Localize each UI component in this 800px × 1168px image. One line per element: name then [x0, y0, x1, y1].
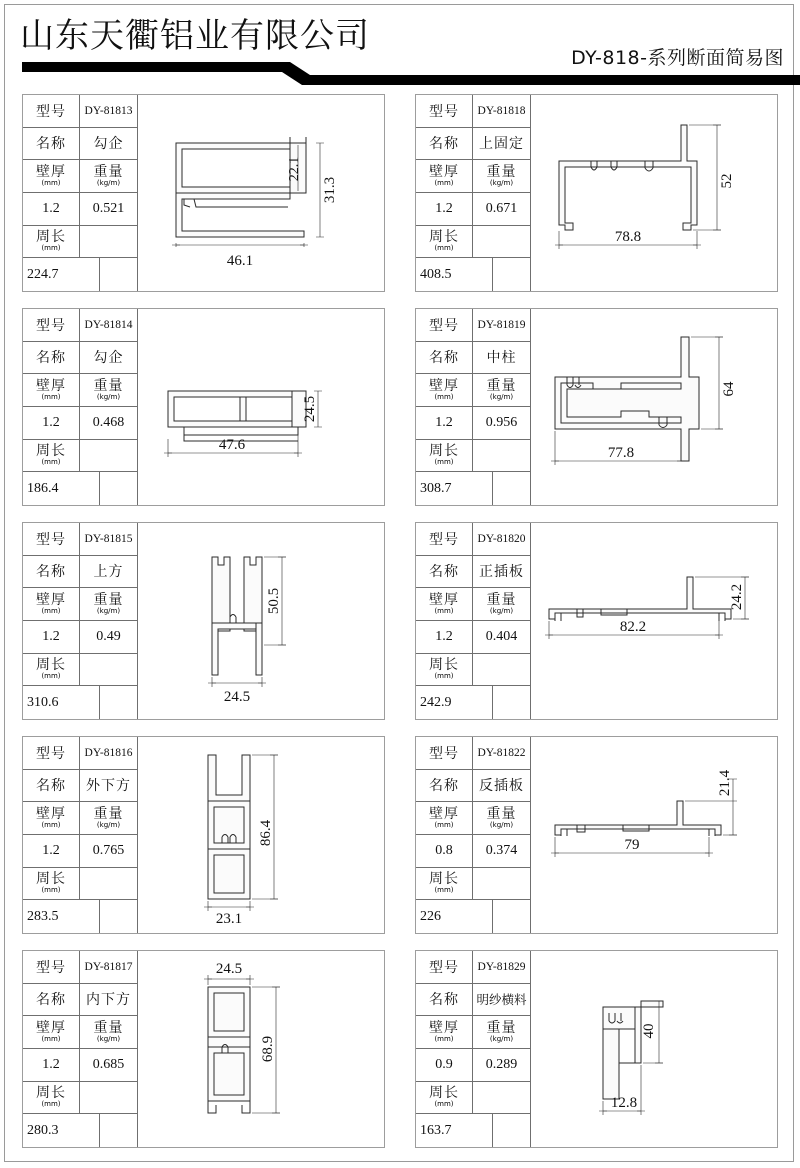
label-model: 型号 — [23, 95, 80, 127]
spec-row-name — [416, 770, 530, 803]
label-weight: 重量 (kg/m) — [93, 378, 124, 402]
value-weight: 0.521 — [92, 200, 125, 216]
spec-row-headers — [416, 160, 530, 193]
profile-outline — [208, 755, 250, 899]
spec-blank-cell — [80, 868, 137, 900]
spec-row-values — [416, 1049, 530, 1082]
spec-blank-cell — [493, 472, 530, 505]
value-name: 上方 — [93, 564, 124, 581]
cross-section-drawing — [138, 309, 384, 505]
value-perimeter: 186.4 — [23, 472, 100, 505]
spec-blank-cell — [80, 1082, 137, 1114]
label-model: 型号 — [416, 951, 473, 983]
value-weight: 0.49 — [96, 628, 121, 644]
label-name: 名称 — [23, 128, 80, 160]
spec-table — [416, 95, 531, 291]
spec-row-model — [416, 951, 530, 984]
company-name: 山东天衢铝业有限公司 — [20, 16, 370, 56]
spec-blank-cell — [493, 1114, 530, 1147]
spec-blank-cell — [493, 258, 530, 291]
spec-row-perimeter-label — [416, 654, 530, 687]
spec-row-headers — [416, 588, 530, 621]
spec-row-perimeter-label — [416, 440, 530, 473]
spec-row-headers — [23, 588, 137, 621]
value-model: DY-81813 — [84, 104, 133, 117]
value-weight: 0.468 — [92, 414, 125, 430]
dim-height: 64 — [721, 381, 737, 397]
label-perimeter: 周长 (mm) — [23, 440, 80, 472]
spec-blank-cell — [473, 868, 530, 900]
value-model: DY-81814 — [84, 318, 133, 331]
label-perimeter: 周长 (mm) — [23, 654, 80, 686]
value-perimeter: 163.7 — [416, 1114, 493, 1147]
value-weight: 0.289 — [485, 1056, 518, 1072]
spec-row-perimeter-label — [416, 868, 530, 901]
cross-section-drawing — [531, 951, 777, 1147]
value-model: DY-81822 — [477, 746, 526, 759]
profile-grid — [22, 94, 778, 1148]
dimension-annotations — [172, 143, 338, 269]
label-wall-thickness: 壁厚 (mm) — [23, 374, 80, 406]
spec-table — [23, 309, 138, 505]
spec-row-perimeter-label — [23, 654, 137, 687]
cross-section-drawing — [531, 95, 777, 291]
spec-row-perimeter-value — [416, 258, 530, 291]
value-perimeter: 308.7 — [416, 472, 493, 505]
profile-outline — [168, 391, 306, 441]
value-perimeter: 283.5 — [23, 900, 100, 933]
spec-blank-cell — [100, 686, 137, 719]
spec-table — [23, 95, 138, 291]
spec-row-perimeter-value — [23, 1114, 137, 1147]
value-weight: 0.956 — [485, 414, 518, 430]
spec-row-values — [416, 621, 530, 654]
label-perimeter: 周长 (mm) — [416, 1082, 473, 1114]
cross-section-drawing — [138, 95, 384, 291]
profile-card[interactable] — [415, 522, 778, 720]
spec-row-perimeter-label — [23, 868, 137, 901]
dim-width: 24.5 — [215, 961, 243, 977]
spec-row-model — [416, 737, 530, 770]
label-weight: 重量 (kg/m) — [486, 164, 517, 188]
cross-section-drawing — [138, 737, 384, 933]
spec-row-name — [416, 128, 530, 161]
label-perimeter: 周长 (mm) — [416, 654, 473, 686]
label-wall-thickness: 壁厚 (mm) — [416, 588, 473, 620]
dim-height: 24.2 — [729, 583, 745, 611]
spec-table — [23, 951, 138, 1147]
header-banner-shape — [0, 62, 800, 88]
cross-section-drawing — [531, 523, 777, 719]
profile-outline — [555, 337, 699, 461]
spec-row-values — [416, 407, 530, 440]
spec-row-perimeter-value — [416, 686, 530, 719]
profile-card[interactable] — [415, 94, 778, 292]
spec-row-perimeter-label — [416, 226, 530, 259]
spec-row-name — [23, 128, 137, 161]
spec-table — [416, 523, 531, 719]
spec-row-name — [23, 770, 137, 803]
label-wall-thickness: 壁厚 (mm) — [23, 160, 80, 192]
label-model: 型号 — [23, 737, 80, 769]
spec-blank-cell — [100, 258, 137, 291]
spec-row-perimeter-value — [416, 900, 530, 933]
value-model: DY-81816 — [84, 746, 133, 759]
value-model: DY-81829 — [477, 960, 526, 973]
spec-blank-cell — [100, 900, 137, 933]
label-model: 型号 — [416, 309, 473, 341]
spec-blank-cell — [100, 472, 137, 505]
label-perimeter: 周长 (mm) — [23, 226, 80, 258]
value-weight: 0.671 — [485, 200, 518, 216]
spec-row-model — [23, 951, 137, 984]
value-wall-thickness: 0.9 — [416, 1049, 473, 1081]
spec-blank-cell — [473, 440, 530, 472]
dim-height: 50.5 — [266, 587, 282, 615]
spec-row-model — [416, 523, 530, 556]
profile-card[interactable] — [22, 308, 385, 506]
value-name: 上固定 — [479, 136, 524, 153]
dim-width: 46.1 — [226, 253, 254, 269]
spec-row-perimeter-value — [23, 900, 137, 933]
label-weight: 重量 (kg/m) — [486, 378, 517, 402]
profile-card[interactable] — [415, 736, 778, 934]
spec-row-name — [416, 984, 530, 1017]
value-model: DY-81819 — [477, 318, 526, 331]
label-name: 名称 — [416, 342, 473, 374]
spec-blank-cell — [80, 440, 137, 472]
spec-row-perimeter-value — [416, 1114, 530, 1147]
label-name: 名称 — [416, 770, 473, 802]
value-wall-thickness: 1.2 — [23, 621, 80, 653]
spec-row-perimeter-label — [23, 440, 137, 473]
dim-width: 78.8 — [614, 229, 642, 245]
label-perimeter: 周长 (mm) — [23, 868, 80, 900]
dim-height: 52 — [719, 173, 735, 189]
label-model: 型号 — [23, 523, 80, 555]
label-model: 型号 — [23, 309, 80, 341]
label-weight: 重量 (kg/m) — [93, 592, 124, 616]
profile-outline — [208, 987, 250, 1113]
value-perimeter: 226 — [416, 900, 493, 933]
label-wall-thickness: 壁厚 (mm) — [416, 160, 473, 192]
value-wall-thickness: 1.2 — [416, 407, 473, 439]
spec-row-perimeter-label — [416, 1082, 530, 1115]
value-name: 明纱横料 — [476, 992, 527, 1008]
value-weight: 0.685 — [92, 1056, 125, 1072]
label-model: 型号 — [23, 951, 80, 983]
spec-table — [416, 309, 531, 505]
spec-row-name — [416, 342, 530, 375]
value-perimeter: 408.5 — [416, 258, 493, 291]
spec-row-headers — [416, 374, 530, 407]
label-weight: 重量 (kg/m) — [93, 806, 124, 830]
label-weight: 重量 (kg/m) — [486, 592, 517, 616]
cross-section-drawing — [138, 951, 384, 1147]
spec-row-name — [23, 984, 137, 1017]
label-weight: 重量 (kg/m) — [486, 806, 517, 830]
value-weight: 0.765 — [92, 842, 125, 858]
spec-blank-cell — [80, 226, 137, 258]
profile-card[interactable] — [22, 94, 385, 292]
spec-row-values — [23, 621, 137, 654]
value-name: 勾企 — [93, 136, 124, 153]
label-wall-thickness: 壁厚 (mm) — [416, 374, 473, 406]
profile-outline — [549, 577, 731, 621]
spec-row-values — [23, 407, 137, 440]
series-title: DY-818-系列断面简易图 — [571, 47, 784, 69]
spec-row-name — [23, 556, 137, 589]
spec-row-headers — [23, 802, 137, 835]
value-name: 内下方 — [86, 992, 131, 1009]
spec-table — [416, 737, 531, 933]
spec-blank-cell — [493, 900, 530, 933]
value-name: 中柱 — [486, 350, 517, 367]
spec-row-headers — [23, 374, 137, 407]
dim-width: 23.1 — [215, 911, 243, 927]
label-model: 型号 — [416, 737, 473, 769]
value-perimeter: 310.6 — [23, 686, 100, 719]
dimension-annotations — [551, 769, 737, 857]
value-name: 正插板 — [479, 564, 524, 581]
dim-height: 31.3 — [322, 176, 338, 204]
dim-height: 24.5 — [302, 395, 318, 423]
label-name: 名称 — [23, 984, 80, 1016]
dim-height: 68.9 — [260, 1035, 276, 1063]
spec-blank-cell — [493, 686, 530, 719]
spec-table — [416, 951, 531, 1147]
profile-outline — [176, 137, 306, 237]
spec-row-values — [416, 835, 530, 868]
dim-height: 40 — [641, 1023, 657, 1039]
label-model: 型号 — [416, 523, 473, 555]
profile-card[interactable] — [415, 308, 778, 506]
label-perimeter: 周长 (mm) — [416, 226, 473, 258]
spec-row-headers — [416, 802, 530, 835]
dim-width: 47.6 — [218, 437, 246, 453]
label-wall-thickness: 壁厚 (mm) — [416, 802, 473, 834]
spec-blank-cell — [473, 226, 530, 258]
spec-row-model — [23, 737, 137, 770]
spec-blank-cell — [473, 1082, 530, 1114]
value-wall-thickness: 1.2 — [23, 835, 80, 867]
spec-row-values — [416, 193, 530, 226]
value-model: DY-81815 — [84, 532, 133, 545]
profile-outline — [212, 557, 262, 675]
label-name: 名称 — [416, 128, 473, 160]
spec-row-model — [416, 95, 530, 128]
label-model: 型号 — [416, 95, 473, 127]
spec-row-headers — [23, 160, 137, 193]
label-perimeter: 周长 (mm) — [23, 1082, 80, 1114]
cross-section-drawing — [531, 309, 777, 505]
spec-row-model — [23, 309, 137, 342]
profile-outline — [603, 1001, 663, 1099]
spec-row-perimeter-label — [23, 1082, 137, 1115]
label-wall-thickness: 壁厚 (mm) — [23, 1016, 80, 1048]
value-weight: 0.374 — [485, 842, 518, 858]
value-name: 反插板 — [479, 778, 524, 795]
spec-row-perimeter-value — [23, 258, 137, 291]
spec-table — [23, 737, 138, 933]
profile-card[interactable] — [22, 736, 385, 934]
spec-row-perimeter-value — [23, 686, 137, 719]
value-wall-thickness: 1.2 — [23, 193, 80, 225]
dim-inner: 22.1 — [287, 156, 302, 182]
spec-row-values — [23, 1049, 137, 1082]
spec-table — [23, 523, 138, 719]
label-weight: 重量 (kg/m) — [93, 164, 124, 188]
label-perimeter: 周长 (mm) — [416, 868, 473, 900]
dim-height: 21.4 — [717, 769, 733, 797]
page-header — [0, 0, 800, 88]
label-name: 名称 — [23, 556, 80, 588]
spec-row-perimeter-label — [23, 226, 137, 259]
label-wall-thickness: 壁厚 (mm) — [23, 802, 80, 834]
dim-width: 82.2 — [619, 619, 647, 635]
label-wall-thickness: 壁厚 (mm) — [23, 588, 80, 620]
value-perimeter: 224.7 — [23, 258, 100, 291]
value-wall-thickness: 1.2 — [416, 621, 473, 653]
dimension-annotations — [555, 125, 735, 249]
spec-blank-cell — [80, 654, 137, 686]
dim-width: 79 — [624, 837, 640, 853]
spec-blank-cell — [473, 654, 530, 686]
value-wall-thickness: 1.2 — [23, 407, 80, 439]
spec-row-model — [23, 95, 137, 128]
label-name: 名称 — [23, 342, 80, 374]
spec-blank-cell — [100, 1114, 137, 1147]
value-wall-thickness: 1.2 — [416, 193, 473, 225]
value-weight: 0.404 — [485, 628, 518, 644]
label-name: 名称 — [416, 984, 473, 1016]
spec-row-values — [23, 835, 137, 868]
value-model: DY-81818 — [477, 104, 526, 117]
dim-width: 12.8 — [610, 1095, 638, 1111]
label-weight: 重量 (kg/m) — [93, 1020, 124, 1044]
dim-width: 77.8 — [607, 445, 635, 461]
value-model: DY-81817 — [84, 960, 133, 973]
cross-section-drawing — [138, 523, 384, 719]
label-wall-thickness: 壁厚 (mm) — [416, 1016, 473, 1048]
spec-row-perimeter-value — [416, 472, 530, 505]
dim-height: 86.4 — [258, 819, 274, 847]
profile-outline — [559, 125, 697, 230]
cross-section-drawing — [531, 737, 777, 933]
profile-card[interactable] — [22, 950, 385, 1148]
spec-row-headers — [416, 1016, 530, 1049]
dimension-annotations — [545, 577, 749, 639]
value-wall-thickness: 1.2 — [23, 1049, 80, 1081]
spec-row-perimeter-value — [23, 472, 137, 505]
spec-row-name — [416, 556, 530, 589]
spec-row-values — [23, 193, 137, 226]
spec-row-model — [416, 309, 530, 342]
value-name: 外下方 — [86, 778, 131, 795]
value-model: DY-81820 — [477, 532, 526, 545]
dim-width: 24.5 — [223, 689, 251, 705]
label-name: 名称 — [23, 770, 80, 802]
profile-card[interactable] — [22, 522, 385, 720]
value-name: 勾企 — [93, 350, 124, 367]
profile-outline — [555, 801, 721, 836]
value-perimeter: 280.3 — [23, 1114, 100, 1147]
profile-card[interactable] — [415, 950, 778, 1148]
label-name: 名称 — [416, 556, 473, 588]
spec-row-name — [23, 342, 137, 375]
value-wall-thickness: 0.8 — [416, 835, 473, 867]
label-weight: 重量 (kg/m) — [486, 1020, 517, 1044]
label-perimeter: 周长 (mm) — [416, 440, 473, 472]
value-perimeter: 242.9 — [416, 686, 493, 719]
spec-row-model — [23, 523, 137, 556]
spec-row-headers — [23, 1016, 137, 1049]
